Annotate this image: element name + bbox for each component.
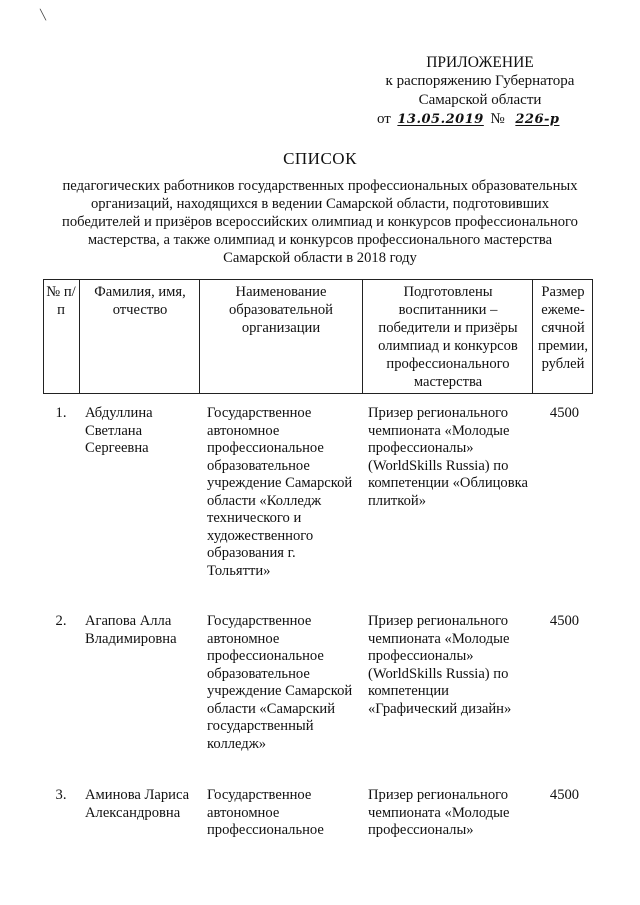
row-1-org: Государственное автономное профессиональное образовательное учреждение Самарской области «Колледж технического и художественного образования г. Тольятти» [207,405,353,579]
document-subtitle: педагогических работников государственных профессиональных образовательных организаций, находящихся в ведении Самарской области, подготовивших победителей и призёров всероссийских олимпиад и конкурсов профессионального мастерства, а также олимпиад и конкурсов профессионального мастерства Самарской области в 2018 году [62,178,578,266]
row-1-premium: 4500 [549,405,580,421]
row-3-num: 3. [55,787,67,803]
table-top-border [43,279,592,280]
table-header-bottom-border [43,393,592,394]
table-col-border-5 [592,279,593,394]
row-2-premium: 4500 [549,613,580,629]
row-1-name: Абдуллина Светлана Сергеевна [85,405,153,456]
row-1-achievement: Призер регионального чемпионата «Молодые профессионалы» (WorldSkills Russia) по компетенции «Облицовка плиткой» [368,405,528,509]
number-label: № [490,111,505,127]
handwritten-number: 226-р [515,112,560,127]
document-title: СПИСОК [283,149,357,168]
header-num: № п/п [46,284,76,318]
table-col-border-1 [79,279,80,394]
row-2-num: 2. [55,613,67,629]
appendix-line-3: Самарской области [418,92,542,108]
row-2-name: Агапова Алла Владимировна [85,613,177,647]
scan-mark: ╲ [40,10,47,21]
appendix-header [365,53,595,129]
header-name: Фамилия, имя, отчество [94,284,186,318]
row-3-name: Аминова Лариса Александровна [85,787,190,821]
row-3-premium: 4500 [549,787,580,803]
decree-date-number [365,110,595,129]
header-achievement: Подготовлены воспитанники – победители и призёры олимпиад и конкурсов профессионального мастерства [378,284,518,390]
table-col-border-4 [532,279,533,394]
table-col-border-3 [362,279,363,394]
header-premium: Размер ежеме-сячной премии, рублей [537,284,589,372]
table-col-border-2 [199,279,200,394]
handwritten-date: 13.05.2019 [397,112,484,127]
row-2-org: Государственное автономное профессиональное образовательное учреждение Самарской области «Самарский государственный колледж» [207,613,353,752]
row-3-org: Государственное автономное профессиональное [207,787,324,838]
appendix-title: ПРИЛОЖЕНИЕ [426,54,534,71]
row-2-achievement: Призер регионального чемпионата «Молодые профессионалы» (WorldSkills Russia) по компетенции «Графический дизайн» [368,613,512,717]
from-label: от [377,111,391,127]
table-col-border-0 [43,279,44,394]
row-3-achievement: Призер регионального чемпионата «Молодые профессионалы» [368,787,510,838]
row-1-num: 1. [55,405,67,421]
appendix-line-2: к распоряжению Губернатора [385,73,575,89]
header-org: Наименование образовательной организации [229,284,333,336]
